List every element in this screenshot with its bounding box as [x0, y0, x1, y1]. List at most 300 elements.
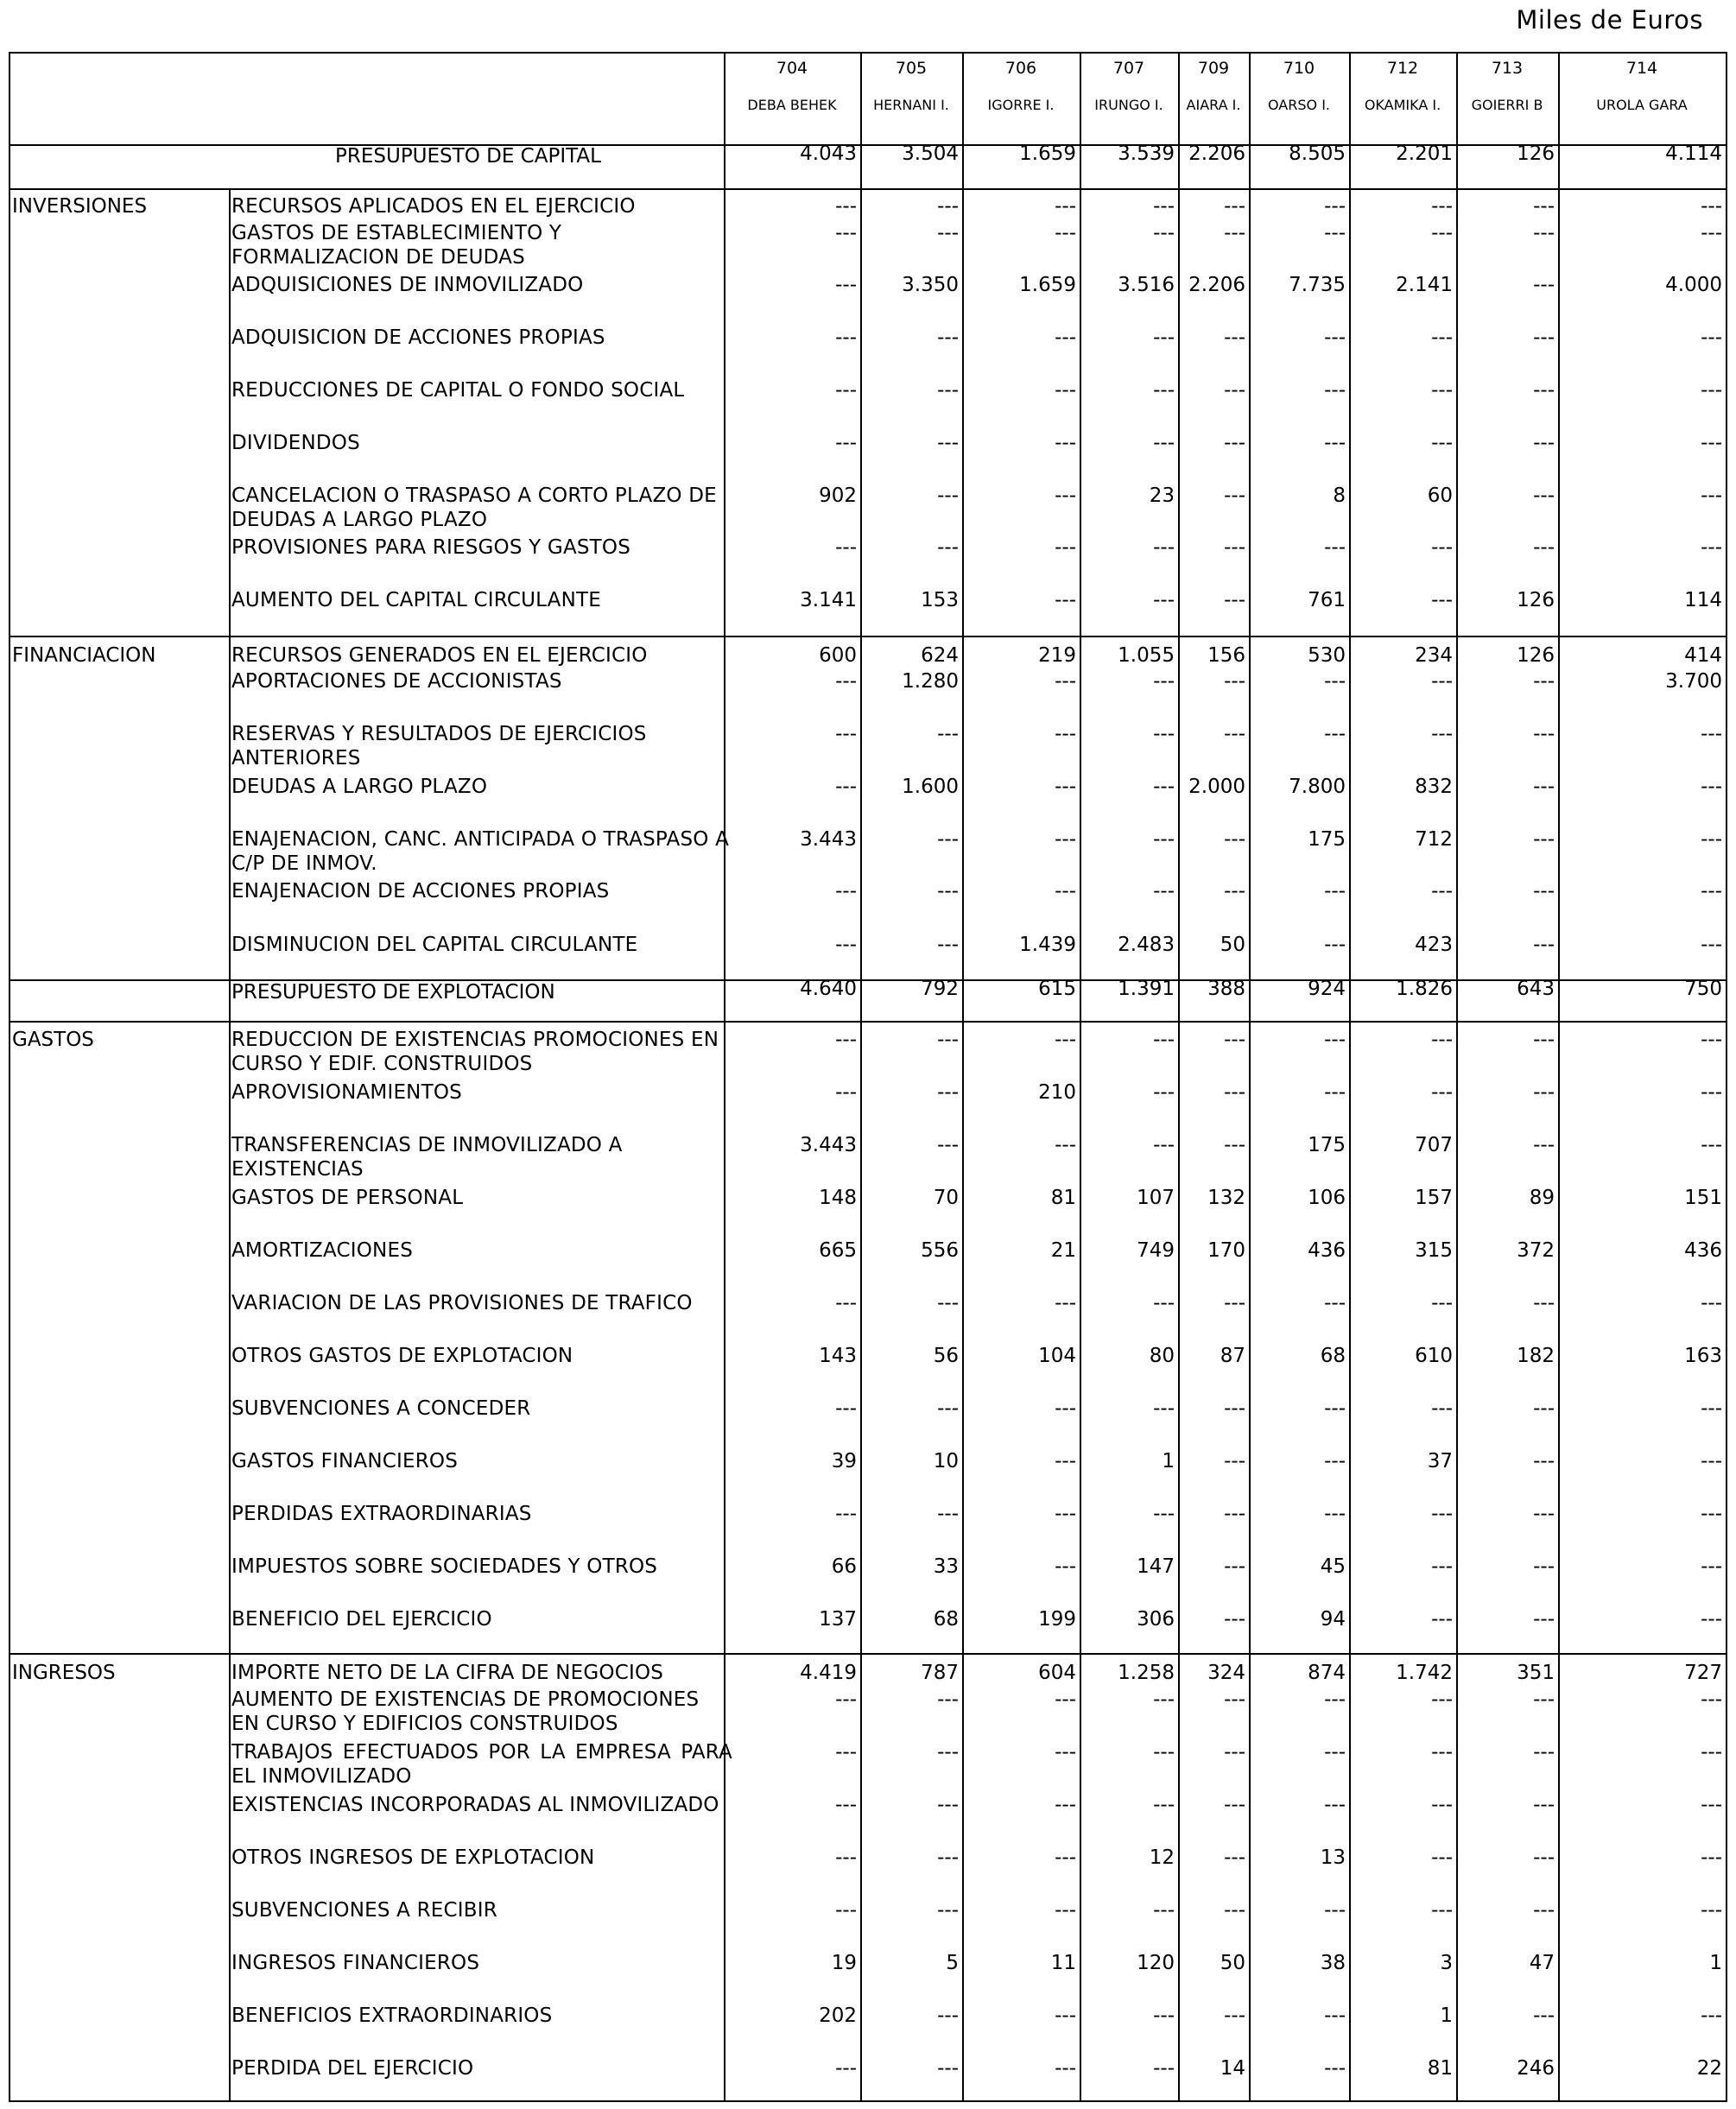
capital-budget-value: 4.114: [1665, 142, 1722, 165]
row-value: ---: [1324, 379, 1346, 402]
row-value: 902: [819, 484, 857, 507]
row-label: SUBVENCIONES A RECIBIR: [231, 1899, 497, 1922]
operating-budget-value: 388: [1207, 978, 1245, 1000]
section-title-inversiones: INVERSIONES: [12, 195, 148, 218]
row-value: 12: [1149, 1846, 1175, 1869]
row-value: ---: [1153, 1029, 1175, 1051]
row-value: ---: [835, 1029, 857, 1051]
row-value: ---: [835, 195, 857, 218]
operating-budget-value: 615: [1038, 978, 1076, 1000]
row-value: ---: [937, 536, 959, 559]
row-value: 170: [1207, 1239, 1245, 1262]
row-value: 1.659: [1019, 274, 1076, 296]
operating-budget-value: 750: [1684, 978, 1722, 1000]
row-value: ---: [937, 222, 959, 244]
row-label: IMPUESTOS SOBRE SOCIEDADES Y OTROS: [231, 1555, 658, 1578]
row-value: ---: [1224, 723, 1245, 745]
row-value: ---: [1701, 1503, 1722, 1525]
row-value: ---: [1533, 1688, 1555, 1711]
row-value: ---: [1431, 536, 1453, 559]
row-value: ---: [1533, 828, 1555, 851]
row-value: ---: [1701, 1846, 1722, 1869]
row-value: ---: [1533, 1846, 1555, 1869]
row-value: ---: [835, 776, 857, 798]
row-value: ---: [1533, 1608, 1555, 1631]
row-value: ---: [1701, 723, 1722, 745]
row-value: ---: [1324, 536, 1346, 559]
row-value: 147: [1137, 1555, 1175, 1578]
row-value: ---: [937, 2004, 959, 2027]
row-value: ---: [835, 326, 857, 349]
column-code: 704: [776, 59, 808, 78]
row-value: ---: [1055, 1899, 1076, 1922]
column-code: 710: [1283, 59, 1315, 78]
row-value: 2.000: [1188, 776, 1245, 798]
row-value: ---: [937, 1081, 959, 1104]
section-title-ingresos: INGRESOS: [12, 1662, 116, 1684]
row-value: ---: [1431, 723, 1453, 745]
row-value: 712: [1415, 828, 1453, 851]
row-value: 3.443: [800, 1134, 857, 1156]
row-value: 727: [1684, 1662, 1722, 1684]
column-name: OKAMIKA I.: [1364, 97, 1441, 113]
row-value: 157: [1415, 1187, 1453, 1209]
row-value: 56: [933, 1345, 959, 1367]
capital-bottom-rule: [10, 188, 1726, 190]
row-value: ---: [1324, 1688, 1346, 1711]
row-label: REDUCCION DE EXISTENCIAS PROMOCIONES EN CURSO Y EDIF. CONSTRUIDOS: [231, 1029, 719, 1075]
row-value: ---: [1224, 379, 1245, 402]
row-value: ---: [1055, 589, 1076, 611]
units-label: Miles de Euros: [1516, 5, 1703, 35]
row-value: ---: [1701, 222, 1722, 244]
row-value: 246: [1517, 2057, 1555, 2080]
row-value: ---: [1533, 934, 1555, 956]
row-value: ---: [1055, 1688, 1076, 1711]
row-value: ---: [835, 1846, 857, 1869]
row-value: 4.419: [800, 1662, 857, 1684]
row-value: 50: [1220, 1952, 1245, 1974]
row-label: BENEFICIO DEL EJERCICIO: [231, 1608, 492, 1631]
row-value: ---: [1224, 536, 1245, 559]
row-value: ---: [1153, 2057, 1175, 2080]
row-value: ---: [1701, 1794, 1722, 1816]
row-value: 2.206: [1188, 274, 1245, 296]
row-value: ---: [1055, 1741, 1076, 1764]
row-value: ---: [1533, 1397, 1555, 1420]
row-value: ---: [835, 1899, 857, 1922]
row-value: ---: [1055, 1029, 1076, 1051]
inversiones-bottom-rule: [10, 636, 1726, 637]
row-value: 104: [1038, 1345, 1076, 1367]
row-value: 234: [1415, 644, 1453, 667]
row-value: ---: [1055, 1846, 1076, 1869]
row-value: 1: [1162, 1450, 1175, 1472]
gastos-bottom-rule: [10, 1653, 1726, 1655]
row-value: ---: [835, 1741, 857, 1764]
row-value: 210: [1038, 1081, 1076, 1104]
capital-budget-value: 8.505: [1289, 142, 1346, 165]
row-value: 202: [819, 2004, 857, 2027]
row-label: TRABAJOS EFECTUADOS POR LA EMPRESA PARA EL INMOVILIZADO: [231, 1741, 732, 1788]
row-value: 874: [1308, 1662, 1346, 1684]
row-value: ---: [1701, 2004, 1722, 2027]
row-value: ---: [1431, 1741, 1453, 1764]
row-value: 1.742: [1396, 1662, 1453, 1684]
row-value: ---: [937, 2057, 959, 2080]
row-value: ---: [937, 1134, 959, 1156]
row-value: ---: [1324, 934, 1346, 956]
row-value: ---: [1324, 1397, 1346, 1420]
row-value: 624: [921, 644, 959, 667]
row-value: 3.141: [800, 589, 857, 611]
row-value: 39: [831, 1450, 857, 1472]
row-value: 1.280: [902, 670, 959, 693]
row-value: ---: [835, 1292, 857, 1314]
row-value: ---: [1431, 195, 1453, 218]
row-value: ---: [1224, 1397, 1245, 1420]
row-value: 556: [921, 1239, 959, 1262]
row-value: 80: [1149, 1345, 1175, 1367]
row-label: AUMENTO DEL CAPITAL CIRCULANTE: [231, 589, 601, 611]
row-value: 175: [1308, 828, 1346, 851]
row-value: ---: [1224, 1503, 1245, 1525]
row-value: ---: [1224, 1081, 1245, 1104]
row-value: ---: [1224, 670, 1245, 693]
row-value: ---: [1224, 1292, 1245, 1314]
row-value: 87: [1220, 1345, 1245, 1367]
row-value: ---: [1055, 1450, 1076, 1472]
column-code: 705: [895, 59, 928, 78]
row-value: 3: [1440, 1952, 1453, 1974]
budget-table: [9, 52, 1727, 2102]
row-value: ---: [1153, 1741, 1175, 1764]
row-value: ---: [1701, 326, 1722, 349]
row-value: ---: [937, 1397, 959, 1420]
row-value: ---: [1153, 880, 1175, 902]
operating-budget-label: PRESUPUESTO DE EXPLOTACION: [231, 981, 555, 1004]
row-value: 1.055: [1118, 644, 1175, 667]
row-value: ---: [1224, 1555, 1245, 1578]
row-value: 68: [933, 1608, 959, 1631]
row-value: ---: [1224, 828, 1245, 851]
row-value: ---: [1701, 1741, 1722, 1764]
row-value: ---: [1431, 1688, 1453, 1711]
row-value: ---: [1153, 589, 1175, 611]
row-value: 120: [1137, 1952, 1175, 1974]
row-value: ---: [835, 1503, 857, 1525]
row-value: 3.350: [902, 274, 959, 296]
row-value: 351: [1517, 1662, 1555, 1684]
row-value: ---: [1533, 379, 1555, 402]
row-value: ---: [1224, 1741, 1245, 1764]
row-value: 436: [1684, 1239, 1722, 1262]
row-value: 153: [921, 589, 959, 611]
row-value: 610: [1415, 1345, 1453, 1367]
row-value: ---: [1224, 484, 1245, 507]
row-value: 324: [1207, 1662, 1245, 1684]
row-value: ---: [1153, 776, 1175, 798]
row-value: 37: [1427, 1450, 1453, 1472]
row-value: ---: [1224, 326, 1245, 349]
row-value: 436: [1308, 1239, 1346, 1262]
operating-budget-value: 4.640: [800, 978, 857, 1000]
section-divider: [229, 188, 231, 2100]
row-value: ---: [1153, 1899, 1175, 1922]
column-code: 713: [1491, 59, 1524, 78]
row-value: ---: [835, 880, 857, 902]
row-value: 3.443: [800, 828, 857, 851]
row-value: ---: [1533, 432, 1555, 454]
row-value: ---: [1224, 432, 1245, 454]
row-value: ---: [937, 1688, 959, 1711]
row-value: ---: [1533, 1794, 1555, 1816]
row-value: ---: [1324, 670, 1346, 693]
row-value: 665: [819, 1239, 857, 1262]
row-value: ---: [1055, 2057, 1076, 2080]
row-value: ---: [1324, 1029, 1346, 1051]
row-value: ---: [937, 934, 959, 956]
row-value: 60: [1427, 484, 1453, 507]
row-value: ---: [1701, 1397, 1722, 1420]
row-value: ---: [1701, 1608, 1722, 1631]
row-value: ---: [1701, 1555, 1722, 1578]
row-value: ---: [1153, 670, 1175, 693]
row-value: 1.258: [1118, 1662, 1175, 1684]
row-value: 8: [1333, 484, 1346, 507]
row-value: ---: [1431, 1794, 1453, 1816]
row-label: EXISTENCIAS INCORPORADAS AL INMOVILIZADO: [231, 1794, 719, 1816]
row-value: ---: [1431, 326, 1453, 349]
row-value: ---: [1055, 195, 1076, 218]
row-value: ---: [1701, 484, 1722, 507]
row-value: ---: [835, 432, 857, 454]
column-name: UROLA GARA: [1596, 97, 1688, 113]
row-value: 182: [1517, 1345, 1555, 1367]
row-label: INGRESOS FINANCIEROS: [231, 1952, 480, 1974]
row-value: ---: [1533, 1503, 1555, 1525]
row-value: 50: [1220, 934, 1245, 956]
row-value: 7.735: [1289, 274, 1346, 296]
row-value: ---: [1701, 1292, 1722, 1314]
row-value: ---: [835, 379, 857, 402]
row-label: PERDIDAS EXTRAORDINARIAS: [231, 1503, 532, 1525]
row-value: ---: [1324, 1899, 1346, 1922]
capital-budget-value: 126: [1517, 142, 1555, 165]
row-value: ---: [1533, 1450, 1555, 1472]
row-value: ---: [1153, 723, 1175, 745]
row-label: VARIACION DE LAS PROVISIONES DE TRAFICO: [231, 1292, 693, 1314]
row-value: ---: [1324, 1794, 1346, 1816]
row-value: ---: [835, 222, 857, 244]
row-value: 66: [831, 1555, 857, 1578]
row-value: 5: [946, 1952, 959, 1974]
column-name: IRUNGO I.: [1094, 97, 1163, 113]
row-value: 81: [1050, 1187, 1076, 1209]
row-value: ---: [1224, 222, 1245, 244]
row-value: ---: [1431, 670, 1453, 693]
row-value: ---: [1431, 1029, 1453, 1051]
row-value: 749: [1137, 1239, 1175, 1262]
row-value: ---: [1701, 1899, 1722, 1922]
row-value: ---: [1324, 326, 1346, 349]
row-value: ---: [1224, 589, 1245, 611]
row-value: 14: [1220, 2057, 1245, 2080]
row-value: 1.600: [902, 776, 959, 798]
row-value: ---: [1431, 432, 1453, 454]
row-value: ---: [937, 1846, 959, 1869]
section-title-gastos: GASTOS: [12, 1029, 94, 1051]
row-value: ---: [1533, 536, 1555, 559]
row-value: 151: [1684, 1187, 1722, 1209]
operating-budget-value: 643: [1517, 978, 1555, 1000]
row-value: ---: [937, 1741, 959, 1764]
row-value: ---: [1324, 880, 1346, 902]
row-value: ---: [1153, 1503, 1175, 1525]
row-value: ---: [1055, 776, 1076, 798]
row-value: 761: [1308, 589, 1346, 611]
row-value: ---: [1224, 1134, 1245, 1156]
operating-budget-value: 1.826: [1396, 978, 1453, 1000]
row-value: ---: [937, 723, 959, 745]
row-value: 94: [1320, 1608, 1346, 1631]
row-label: IMPORTE NETO DE LA CIFRA DE NEGOCIOS: [231, 1662, 664, 1684]
column-name: DEBA BEHEK: [747, 97, 837, 113]
row-value: ---: [1701, 195, 1722, 218]
row-value: ---: [835, 1794, 857, 1816]
row-value: ---: [1431, 1608, 1453, 1631]
row-value: ---: [1431, 1846, 1453, 1869]
row-value: ---: [1431, 379, 1453, 402]
row-value: 107: [1137, 1187, 1175, 1209]
row-value: ---: [835, 670, 857, 693]
row-value: 23: [1149, 484, 1175, 507]
row-value: 89: [1529, 1187, 1555, 1209]
capital-budget-value: 2.201: [1396, 142, 1453, 165]
row-value: ---: [1533, 1081, 1555, 1104]
row-value: 199: [1038, 1608, 1076, 1631]
row-value: ---: [1533, 723, 1555, 745]
row-value: 33: [933, 1555, 959, 1578]
row-value: ---: [1055, 1397, 1076, 1420]
row-value: ---: [937, 1029, 959, 1051]
row-value: 13: [1320, 1846, 1346, 1869]
row-value: ---: [937, 379, 959, 402]
row-value: 2.483: [1118, 934, 1175, 956]
row-value: 70: [933, 1187, 959, 1209]
row-value: ---: [1324, 1292, 1346, 1314]
row-label: ADQUISICIONES DE INMOVILIZADO: [231, 274, 584, 296]
row-value: ---: [1533, 484, 1555, 507]
row-value: ---: [1055, 723, 1076, 745]
row-value: 707: [1415, 1134, 1453, 1156]
row-label: DEUDAS A LARGO PLAZO: [231, 776, 488, 798]
row-value: 45: [1320, 1555, 1346, 1578]
operating-budget-value: 924: [1308, 978, 1346, 1000]
row-value: ---: [1224, 1846, 1245, 1869]
row-value: ---: [1153, 1397, 1175, 1420]
row-value: 7.800: [1289, 776, 1346, 798]
row-label: ENAJENACION, CANC. ANTICIPADA O TRASPASO A C/P DE INMOV.: [231, 828, 729, 875]
row-label: AMORTIZACIONES: [231, 1239, 413, 1262]
column-name: IGORRE I.: [987, 97, 1055, 113]
row-value: ---: [1224, 1608, 1245, 1631]
capital-budget-value: 1.659: [1019, 142, 1076, 165]
row-value: ---: [1324, 222, 1346, 244]
row-value: ---: [1055, 1794, 1076, 1816]
row-value: ---: [1533, 1899, 1555, 1922]
row-value: ---: [937, 195, 959, 218]
row-value: ---: [1224, 880, 1245, 902]
row-value: 787: [921, 1662, 959, 1684]
row-value: ---: [1701, 1688, 1722, 1711]
row-label: RECURSOS GENERADOS EN EL EJERCICIO: [231, 644, 648, 667]
row-value: ---: [835, 1081, 857, 1104]
row-value: ---: [1153, 1688, 1175, 1711]
explotacion-bottom-rule: [10, 1021, 1726, 1023]
row-value: 38: [1320, 1952, 1346, 1974]
row-label: TRANSFERENCIAS DE INMOVILIZADO A EXISTENCIAS: [231, 1134, 623, 1181]
row-value: ---: [1153, 1794, 1175, 1816]
row-value: ---: [1153, 1134, 1175, 1156]
row-value: 372: [1517, 1239, 1555, 1262]
row-value: ---: [1153, 2004, 1175, 2027]
row-value: ---: [1055, 828, 1076, 851]
row-value: 2.141: [1396, 274, 1453, 296]
row-value: ---: [1701, 934, 1722, 956]
row-value: ---: [1224, 1450, 1245, 1472]
row-value: 47: [1529, 1952, 1555, 1974]
column-name: GOIERRI B: [1471, 97, 1543, 113]
row-value: 126: [1517, 589, 1555, 611]
column-code: 714: [1625, 59, 1658, 78]
row-value: ---: [1153, 379, 1175, 402]
row-value: ---: [1055, 222, 1076, 244]
column-name: OARSO I.: [1267, 97, 1330, 113]
row-label: PROVISIONES PARA RIESGOS Y GASTOS: [231, 536, 631, 559]
row-value: ---: [1055, 432, 1076, 454]
row-value: ---: [1533, 670, 1555, 693]
row-value: ---: [1431, 589, 1453, 611]
row-value: ---: [1324, 1741, 1346, 1764]
row-value: ---: [1701, 536, 1722, 559]
row-label: RESERVAS Y RESULTADOS DE EJERCICIOS ANTERIORES: [231, 723, 647, 770]
row-value: 423: [1415, 934, 1453, 956]
row-value: 175: [1308, 1134, 1346, 1156]
row-value: 22: [1696, 2057, 1722, 2080]
row-label: AUMENTO DE EXISTENCIAS DE PROMOCIONES EN CURSO Y EDIFICIOS CONSTRUIDOS: [231, 1688, 700, 1735]
row-value: ---: [1055, 1555, 1076, 1578]
row-value: ---: [1431, 1555, 1453, 1578]
row-value: ---: [937, 432, 959, 454]
row-value: ---: [1324, 1503, 1346, 1525]
capital-budget-value: 2.206: [1188, 142, 1245, 165]
column-code: 712: [1386, 59, 1419, 78]
row-value: ---: [1224, 1899, 1245, 1922]
row-label: DIVIDENDOS: [231, 432, 360, 454]
row-value: ---: [1153, 1081, 1175, 1104]
row-label: PERDIDA DEL EJERCICIO: [231, 2057, 474, 2080]
column-name: HERNANI I.: [873, 97, 949, 113]
row-value: ---: [1533, 326, 1555, 349]
row-value: ---: [1533, 1029, 1555, 1051]
row-value: ---: [1153, 1292, 1175, 1314]
row-value: 137: [819, 1608, 857, 1631]
row-value: ---: [1533, 222, 1555, 244]
column-code: 707: [1112, 59, 1145, 78]
row-value: 132: [1207, 1187, 1245, 1209]
row-value: ---: [835, 723, 857, 745]
